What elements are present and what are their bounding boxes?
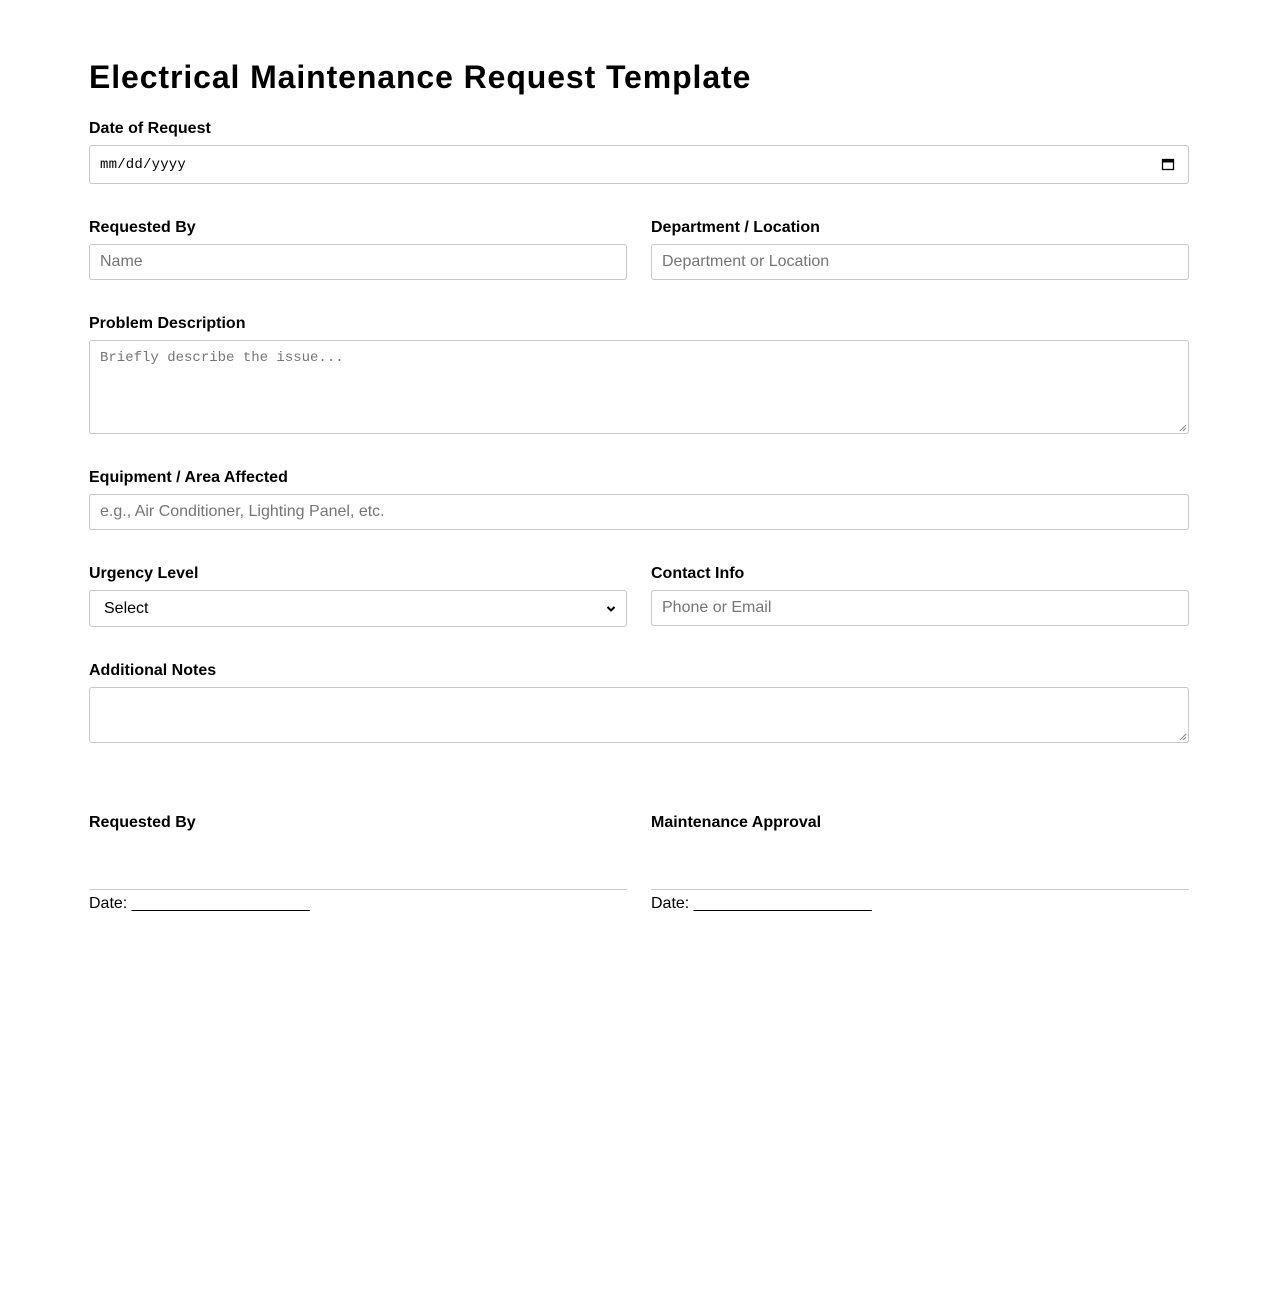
page-title: Electrical Maintenance Request Template (89, 59, 752, 95)
additional-notes-label: Additional Notes (89, 662, 217, 679)
department-location-label: Department / Location (651, 219, 820, 236)
resize-handle-icon[interactable] (1178, 732, 1187, 741)
requested-by-placeholder: Name (100, 253, 143, 270)
signature-requested-by-label: Requested By (89, 814, 196, 831)
signature-requested-by-date: Date: ____________________ (89, 895, 310, 912)
department-location-input[interactable] (651, 244, 1189, 280)
requested-by-input[interactable] (89, 244, 627, 280)
signature-maintenance-approval-label: Maintenance Approval (651, 814, 822, 831)
equipment-area-placeholder: e.g., Air Conditioner, Lighting Panel, etc. (100, 503, 385, 520)
urgency-level-select[interactable] (89, 590, 627, 627)
additional-notes-textarea[interactable] (89, 687, 1189, 743)
problem-description-label: Problem Description (89, 315, 246, 332)
contact-info-placeholder: Phone or Email (662, 599, 772, 616)
contact-info-label: Contact Info (651, 565, 745, 582)
equipment-area-label: Equipment / Area Affected (89, 469, 288, 486)
department-location-placeholder: Department or Location (662, 253, 830, 270)
date-of-request-input[interactable] (89, 145, 1189, 184)
requested-by-label: Requested By (89, 219, 196, 236)
date-of-request-label: Date of Request (89, 120, 211, 137)
signature-line-maintenance-approval (651, 889, 1189, 890)
equipment-area-input[interactable] (89, 494, 1189, 530)
contact-info-input[interactable] (651, 590, 1189, 626)
date-placeholder: mm/dd/yyyy (100, 156, 187, 173)
urgency-level-selected: Select (104, 599, 149, 617)
urgency-level-label: Urgency Level (89, 565, 199, 582)
problem-description-placeholder: Briefly describe the issue... (100, 350, 344, 366)
calendar-icon[interactable] (1161, 157, 1175, 171)
chevron-down-icon (605, 603, 617, 615)
resize-handle-icon[interactable] (1178, 423, 1187, 432)
signature-maintenance-approval-date: Date: ____________________ (651, 895, 872, 912)
signature-line-requested-by (89, 889, 627, 890)
problem-description-textarea[interactable] (89, 340, 1189, 434)
